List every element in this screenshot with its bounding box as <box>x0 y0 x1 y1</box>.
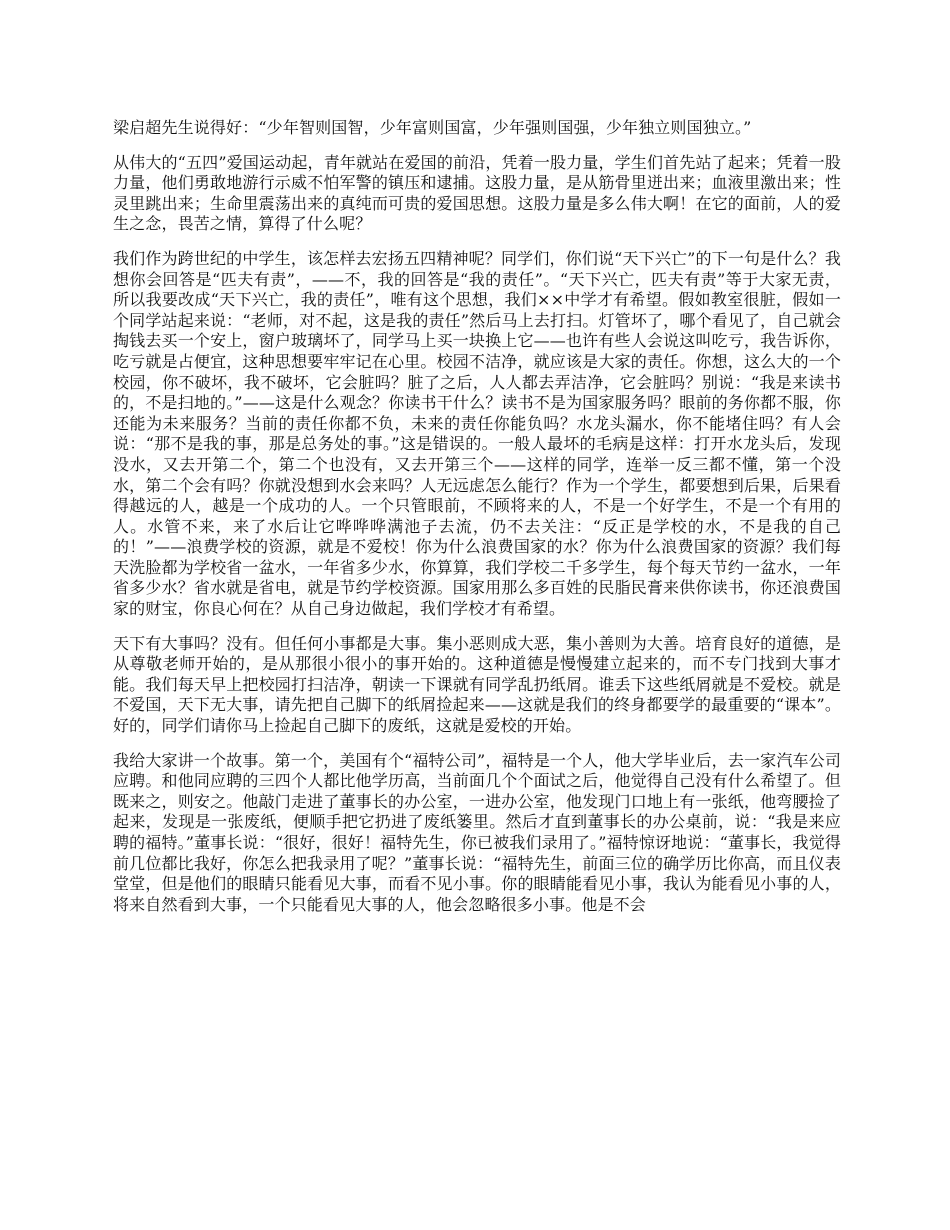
paragraph-responsibility: 我们作为跨世纪的中学生，该怎样去宏扬五四精神呢？同学们，你们说“天下兴亡”的下一句是什么？我想你会回答是“匹夫有责”，——不，我的回答是“我的责任”。“天下兴亡，匹夫有责”等于大家无责，所以我要改成“天下兴亡，我的责任”，唯有这个思想，我们××中学才有希望。假如教室很脏，假如一个同学站起来说：“老师，对不起，这是我的责任”然后马上去打扫。灯管坏了，哪个看见了，自己就会掏钱去买一个安上，窗户玻璃坏了，同学马上买一块换上它——也许有些人会说这叫吃亏，我告诉你，吃亏就是占便宜，这种思想要牢牢记在心里。校园不洁净，就应该是大家的责任。你想，这么大的一个校园，你不破坏，我不破坏，它会脏吗？脏了之后，人人都去弄洁净，它会脏吗？别说：“我是来读书的，不是扫地的。”——这是什么观念？你读书干什么？读书不是为国家服务吗？眼前的务你都不服，你还能为未来服务？当前的责任你都不负，未来的责任你能负吗？水龙头漏水，你不能堵住吗？有人会说：“那不是我的事，那是总务处的事。”这是错误的。一般人最坏的毛病是这样：打开水龙头后，发现没水，又去开第二个，第二个也没有，又去开第三个——这样的同学，连举一反三都不懂，第一个没水，第二个会有吗？你就没想到水会来吗？人无远虑怎么能行？作为一个学生，都要想到后果，后果看得越远的人，越是一个成功的人。一个只管眼前，不顾将来的人，不是一个好学生，不是一个有用的人。水管不来，来了水后让它哗哗哗满池子去流，仍不去关注：“反正是学校的水，不是我的自己的！”——浪费学校的资源，就是不爱校！你为什么浪费国家的水？你为什么浪费国家的资源？我们每天洗脸都为学校省一盆水，一年省多少水，你算算，我们学校二千多学生，每个每天节约一盆水，一年省多少水？省水就是省电，就是节约学校资源。国家用那么多百姓的民脂民膏来供你读书，你还浪费国家的财宝，你良心何在？从自己身边做起，我们学校才有希望。 <box>113 248 841 619</box>
paragraph-ford-story: 我给大家讲一个故事。第一个，美国有个“福特公司”，福特是一个人，他大学毕业后，去一家汽车公司应聘。和他同应聘的三四个人都比他学历高，当前面几个个面试之后，他觉得自己没有什么希望了。但既来之，则安之。他敲门走进了董事长的办公室，一进办公室，他发现门口地上有一张纸，他弯腰捡了起来，发现是一张废纸，便顺手把它扔进了废纸篓里。然后才直到董事长的办公桌前，说：“我是来应聘的福特。”董事长说：“很好，很好！福特先生，你已被我们录用了。”福特惊讶地说：“董事长，我觉得前几位都比我好，你怎么把我录用了呢？”董事长说：“福特先生，前面三位的确学历比你高，而且仪表堂堂，但是他们的眼睛只能看见大事，而看不见小事。你的眼睛能看见小事，我认为能看见小事的人，将来自然看到大事，一个只能看见大事的人，他会忽略很多小事。他是不会 <box>113 750 841 914</box>
document-page <box>113 118 841 929</box>
paragraph-small-things: 天下有大事吗？没有。但任何小事都是大事。集小恶则成大恶，集小善则为大善。培育良好的道德，是从尊敬老师开始的，是从那很小很小的事开始的。这种道德是慢慢建立起来的，而不专门找到大事才能。我们每天早上把校园打扫洁净，朝读一下课就有同学乱扔纸屑。谁丢下这些纸屑就是不爱校。就是不爱国，天下无大事，请先把自己脚下的纸屑捡起来——这就是我们的终身都要学的最重要的“课本”。好的，同学们请你马上捡起自己脚下的废纸，这就是爱校的开始。 <box>113 633 841 736</box>
paragraph-may-fourth: 从伟大的“五四”爱国运动起，青年就站在爱国的前沿，凭着一股力量，学生们首先站了起来；凭着一股力量，他们勇敢地游行示威不怕军警的镇压和逮捕。这股力量，是从筋骨里迸出来；血液里激出来；性灵里跳出来；生命里震荡出来的真纯而可贵的爱国思想。这股力量是多么伟大啊！在它的面前，人的爱生之念，畏苦之情，算得了什么呢？ <box>113 152 841 234</box>
paragraph-quote: 梁启超先生说得好：“少年智则国智，少年富则国富，少年强则国强，少年独立则国独立。” <box>113 118 752 137</box>
